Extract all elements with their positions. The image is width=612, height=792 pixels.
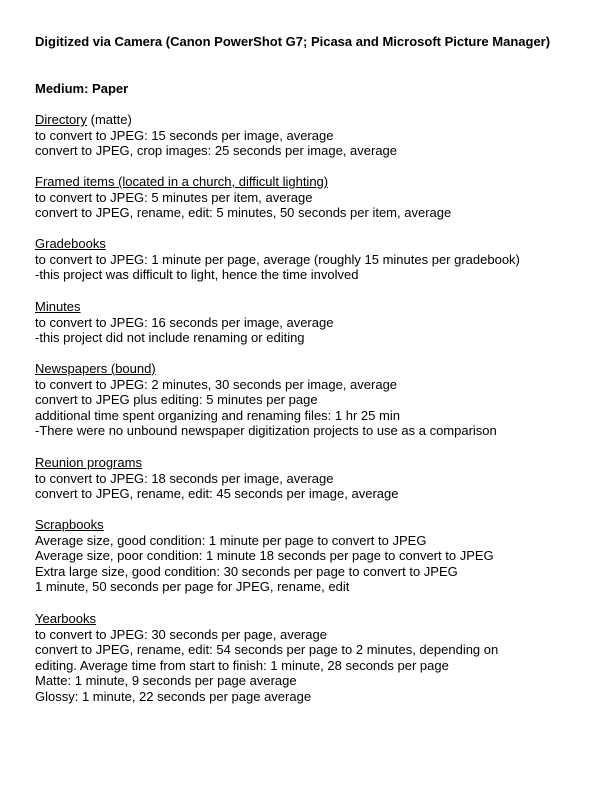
section-newspapers: [35, 361, 595, 439]
section-line: to convert to JPEG: 16 seconds per image, average: [35, 314, 334, 330]
section-line: Extra large size, good condition: 30 seconds per page to convert to JPEG: [35, 563, 458, 579]
section-line: to convert to JPEG: 30 seconds per page, average: [35, 626, 327, 642]
section-line: convert to JPEG, rename, edit: 54 seconds per page to 2 minutes, depending on: [35, 642, 499, 658]
section-minutes: [35, 299, 595, 346]
section-line: convert to JPEG plus editing: 5 minutes per page: [35, 392, 318, 408]
section-line: -There were no unbound newspaper digitization projects to use as a comparison: [35, 423, 497, 439]
section-line: additional time spent organizing and renaming files: 1 hr 25 min: [35, 407, 400, 423]
section-line: -this project was difficult to light, hence the time involved: [35, 267, 359, 283]
section-title: Reunion programs: [35, 455, 142, 470]
section-title: Gradebooks: [35, 236, 106, 251]
section-title: Framed items (located in a church, difficult lighting): [35, 174, 329, 189]
section-title: Scrapbooks: [35, 517, 104, 532]
section-heading: [35, 112, 595, 128]
section-directory: [35, 112, 595, 159]
section-title: Minutes: [35, 299, 81, 314]
section-framed-items: [35, 174, 595, 221]
section-line: to convert to JPEG: 5 minutes per item, average: [35, 189, 313, 205]
section-line: to convert to JPEG: 1 minute per page, average (roughly 15 minutes per gradebook): [35, 251, 520, 267]
section-heading: [35, 517, 595, 533]
section-line: Average size, poor condition: 1 minute 18 seconds per page to convert to JPEG: [35, 548, 494, 564]
section-line: convert to JPEG, rename, edit: 45 seconds per image, average: [35, 486, 399, 502]
section-line: to convert to JPEG: 2 minutes, 30 seconds per image, average: [35, 376, 398, 392]
section-heading: [35, 455, 595, 471]
section-line: Glossy: 1 minute, 22 seconds per page average: [35, 688, 312, 704]
section-line: to convert to JPEG: 18 seconds per image, average: [35, 470, 334, 486]
section-line: 1 minute, 50 seconds per page for JPEG, rename, edit: [35, 579, 350, 595]
document-header: Digitized via Camera (Canon PowerShot G7; Picasa and Microsoft Picture Manager): [35, 34, 551, 49]
medium-label: Medium: Paper: [35, 81, 129, 96]
section-heading: [35, 299, 595, 315]
section-title: Newspapers (bound): [35, 361, 156, 376]
section-heading: [35, 174, 595, 190]
section-heading: [35, 611, 595, 627]
section-line: to convert to JPEG: 15 seconds per image, average: [35, 127, 334, 143]
section-line: convert to JPEG, crop images: 25 seconds per image, average: [35, 143, 398, 159]
section-line: Average size, good condition: 1 minute per page to convert to JPEG: [35, 532, 427, 548]
section-line: Matte: 1 minute, 9 seconds per page average: [35, 673, 297, 689]
section-gradebooks: [35, 236, 595, 283]
section-line: editing. Average time from start to finish: 1 minute, 28 seconds per page: [35, 657, 449, 673]
section-title: Directory: [35, 112, 88, 127]
section-title-suffix: (matte): [87, 112, 132, 127]
section-line: convert to JPEG, rename, edit: 5 minutes, 50 seconds per item, average: [35, 205, 452, 221]
section-scrapbooks: [35, 517, 595, 595]
section-reunion-programs: [35, 455, 595, 502]
section-heading: [35, 361, 595, 377]
section-line: -this project did not include renaming or editing: [35, 330, 305, 346]
section-title: Yearbooks: [35, 611, 96, 626]
section-yearbooks: [35, 611, 595, 705]
section-heading: [35, 236, 595, 252]
